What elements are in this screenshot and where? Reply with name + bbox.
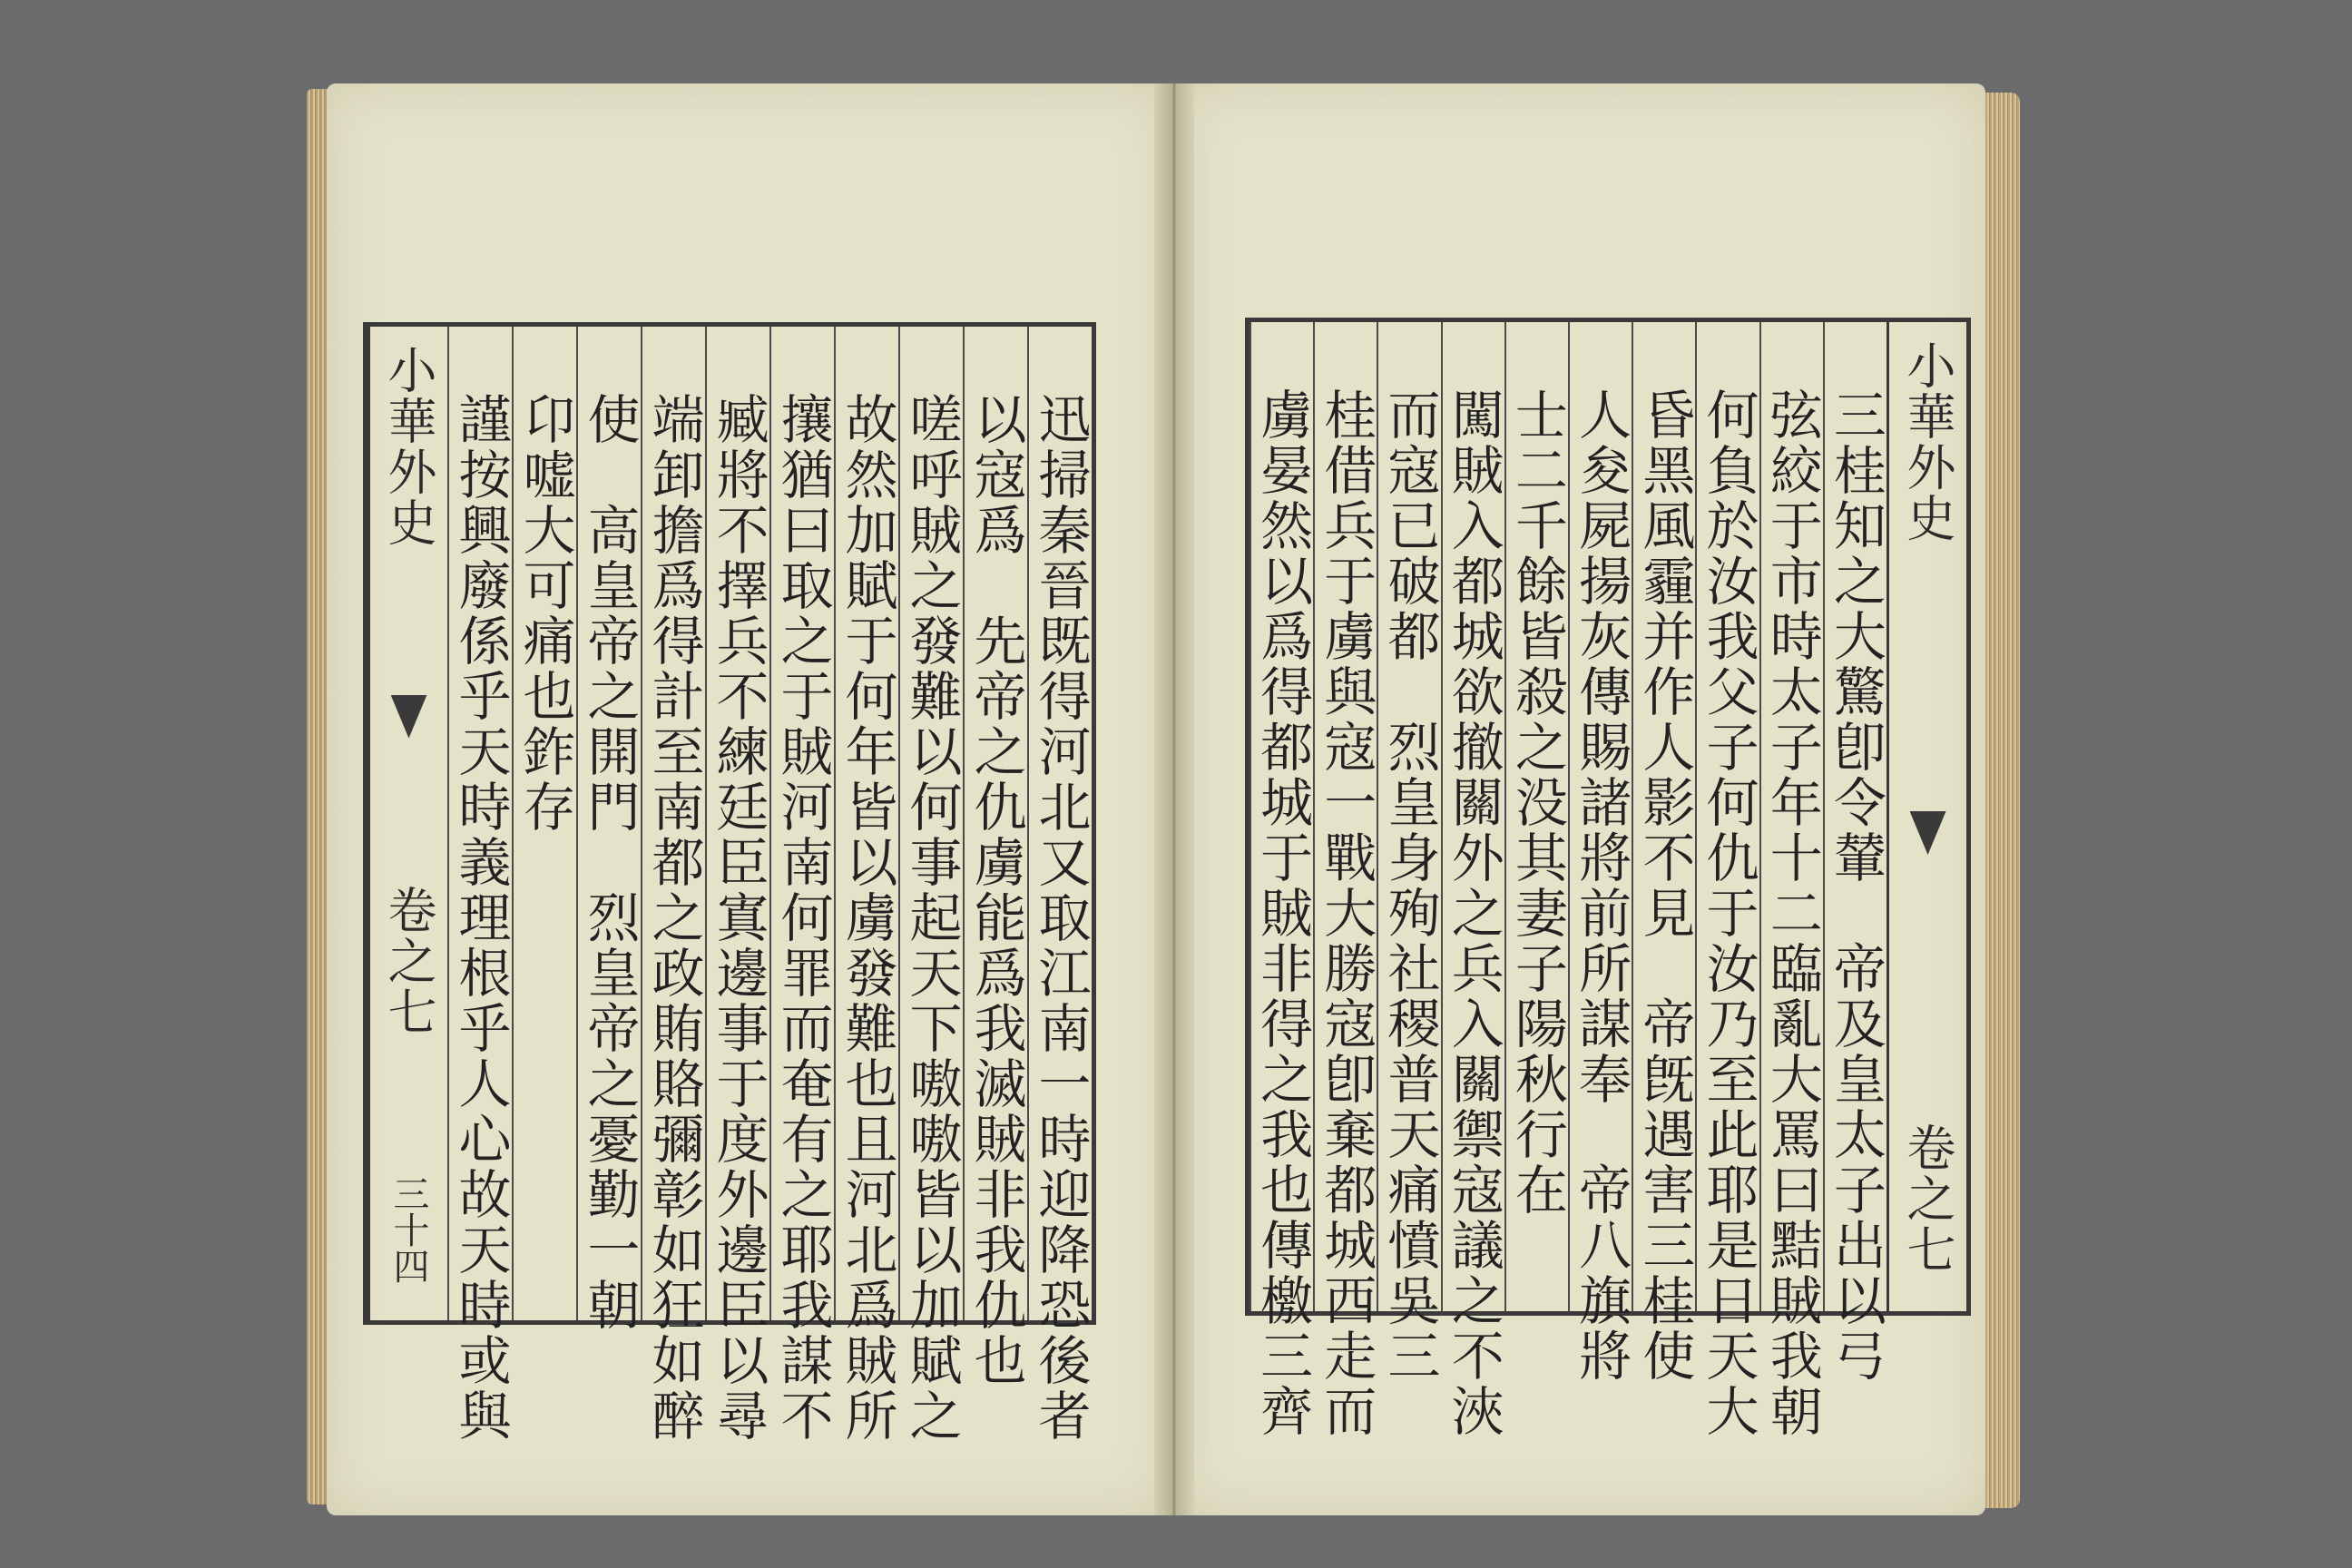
column-text: 三桂知之大驚卽令輦 帝及皇太子出以弓 (1824, 387, 1886, 1384)
column-text: 桂借兵于虜與寇一戰大勝寇卽棄都城西走而 (1315, 387, 1377, 1439)
fish-tail-mark (391, 695, 427, 739)
column-text: 闖賊入都城欲撤關外之兵入關禦寇議之不浹 (1442, 387, 1504, 1439)
text-column (1250, 322, 1314, 1439)
column-text: 謹按興廢係乎天時義理根乎人心故天時或與 (449, 392, 512, 1444)
column-text: 端卸擔爲得計至南都之政賄賂彌彰如狂如醉 (642, 392, 705, 1444)
book-title: 小華外史 (380, 345, 437, 548)
text-column (1823, 322, 1886, 1384)
text-column (1027, 327, 1092, 1444)
column-text: 攘猶曰取之于賊河南何罪而奄有之耶我謀不 (771, 392, 834, 1444)
column-text: 昏黑風霾并作人影不見 帝旣遇害三桂使 (1633, 387, 1696, 1384)
text-column (1695, 322, 1759, 1439)
column-text: 卬嘘大可痛也鈼存 (514, 392, 576, 835)
text-column (769, 327, 834, 1444)
text-column (576, 327, 641, 1333)
text-column (1377, 322, 1441, 1384)
column-text: 臧將不擇兵不練廷臣寘邊事于度外邊臣以尋 (707, 392, 769, 1444)
volume-label: 卷之七 (1899, 1122, 1957, 1275)
text-column (834, 327, 898, 1444)
text-column (1568, 322, 1632, 1384)
right-page-columns (1250, 322, 1966, 1439)
text-column (1632, 322, 1696, 1384)
text-column (641, 327, 705, 1444)
column-text: 而寇已破都 烈皇身殉社稷普天痛憤吳三 (1378, 387, 1441, 1384)
column-text: 使 高皇帝之開門 烈皇帝之憂勤一朝 (578, 392, 641, 1333)
column-text: 嗟呼賊之發難以何事起天下嗷嗷皆以加賦之 (900, 392, 963, 1444)
text-column (1441, 322, 1504, 1439)
column-text: 士二千餘皆殺之没其妻子陽秋行在 (1505, 387, 1568, 1218)
column-text: 故然加賦于何年皆以虜發難也且河北爲賊所 (836, 392, 898, 1444)
text-column (447, 327, 512, 1444)
book-title: 小華外史 (1899, 340, 1957, 544)
text-column (1504, 322, 1568, 1311)
column-text: 以寇爲 先帝之仇虜能爲我滅賊非我仇也 (965, 392, 1027, 1388)
text-column (1759, 322, 1823, 1439)
left-page-columns (368, 327, 1092, 1444)
column-text: 人夋屍揚灰傳賜諸將前所謀奉 帝八旗將 (1570, 387, 1632, 1384)
column-text: 弦絞于市時太子年十二臨亂大罵曰黠賊我朝 (1760, 387, 1823, 1439)
text-column (898, 327, 963, 1444)
volume-label: 卷之七 (380, 885, 437, 1038)
book-gutter (1154, 83, 1194, 1515)
left-page-frame (363, 322, 1096, 1444)
text-column (512, 327, 576, 1320)
right-banner-column (1886, 322, 1966, 1311)
column-text: 虜晏然以爲得都城于賊非得之我也傳檄三齊 (1251, 387, 1314, 1439)
right-page-frame (1245, 318, 1971, 1439)
text-column (1313, 322, 1377, 1439)
column-text: 何負於汝我父子何仇于汝乃至此耶是日天大 (1697, 387, 1759, 1439)
fish-tail-mark (1910, 811, 1946, 855)
text-column (963, 327, 1027, 1388)
column-text: 迅掃秦晉既得河北又取江南一時迎降恐後者 (1029, 392, 1092, 1444)
left-banner-column (368, 327, 447, 1320)
text-column (705, 327, 769, 1444)
folio-number: 三十四 (387, 1174, 429, 1284)
